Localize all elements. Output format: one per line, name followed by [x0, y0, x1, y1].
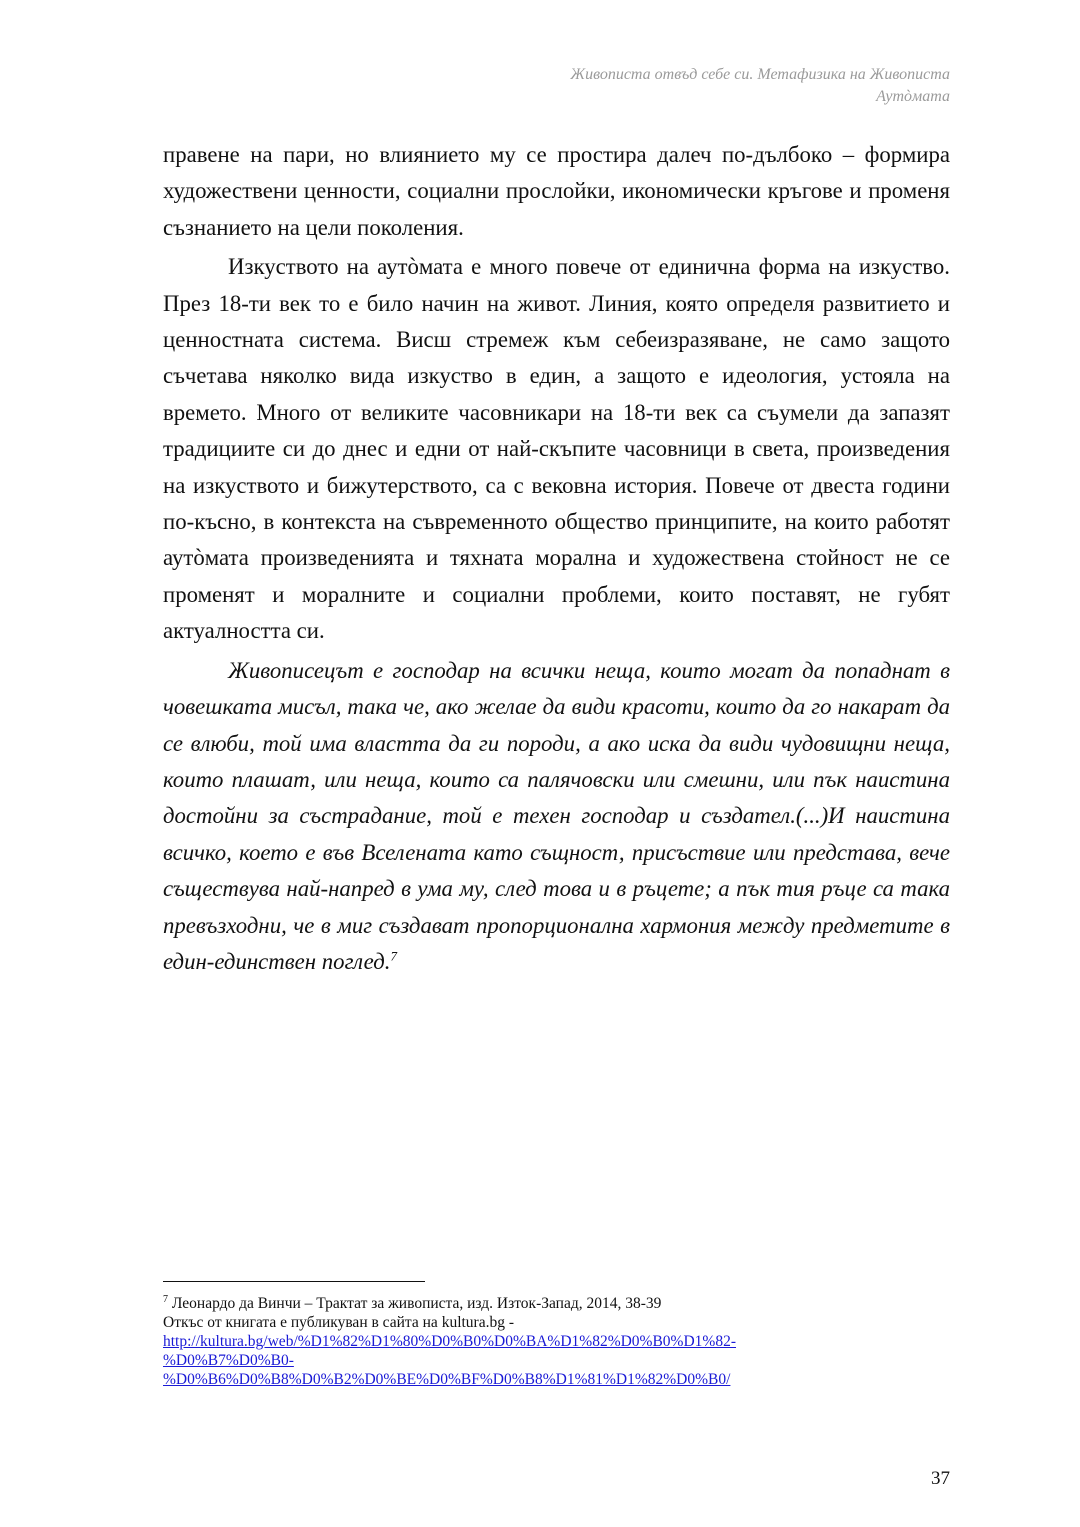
paragraph-continued: правене на пари, но влиянието му се простира далеч по-дълбоко – формира художествени ценности, социални прослойки, икономически кръгове и променя съзнанието на цели поколения.	[163, 142, 950, 240]
footnote-citation	[163, 1294, 950, 1313]
footnote-link-line-2[interactable]: %D0%B7%D0%B0-	[163, 1352, 294, 1369]
footnote-link-line-1[interactable]: http://kultura.bg/web/%D1%82%D1%80%D0%B0%D0%BA%D1%82%D0%B0%D1%82-	[163, 1333, 736, 1350]
footnote-reference[interactable]: 7	[390, 948, 397, 964]
main-text	[163, 137, 950, 980]
quote-paragraph	[163, 653, 950, 981]
footnote-marker: 7	[163, 1293, 168, 1305]
running-header	[250, 64, 950, 108]
footnote-separator	[163, 1281, 425, 1282]
footnote-citation-text: Леонардо да Винчи – Трактат за живописта, изд. Изток-Запад, 2014, 38-39	[168, 1295, 662, 1312]
running-header-title: Живописта отвъд себе си. Метафизика на Живописта	[570, 66, 950, 83]
paragraph-automata: Изкуството на аутòмата е много повече от единична форма на изкуство. През 18-ти век то е било начин на живот. Линия, която определя развитието и ценностната система. Висш стремеж към себеизразяване, не само защото съчетава няколко вида изкуство в един, а защото е идеология, устояла на времето. Много от великите часовникари на 18-ти век са съумели да запазят традициите си до днес и едни от най-скъпите часовници в света, произведения на изкуството и бижутерството, са с вековна история. Повече от двеста години по-късно, в контекста на съвременното общество принципите, на които работят аутòмата произведенията и тяхната морална и художествена стойност не се променят и моралните и социални проблеми, които поставят, не губят актуалността си.	[163, 254, 950, 644]
quote-text: Живописецът е господар на всички неща, които могат да попаднат в човешката мисъл, така че, ако желае да види красоти, които да го накарат да се влюби, той има властта да ги породи, а ако иска да види чудовищни неща, които плашат, или неща, които са палячовски или смешни, или пък наистина достойни за състрадание, той е техен господар и създател.(...)И наистина всичко, което е във Вселената като същност, присъствие или представа, вече съществува най-напред в ума му, след това и в ръцете; а пък тия ръце са така превъзходни, че в миг създават пропорционална хармония между предметите в един-единствен поглед.	[163, 657, 950, 974]
footnote-link-line-3[interactable]: %D0%B6%D0%B8%D0%B2%D0%BE%D0%BF%D0%B8%D1%81%D1%82%D0%B0/	[163, 1371, 731, 1388]
footnote-excerpt-note: Откъс от книгата е публикуван в сайта на kultura.bg -	[163, 1314, 515, 1331]
footnotes	[163, 1294, 950, 1389]
page-number: 37	[931, 1468, 950, 1489]
running-header-subtitle: Аутòмата	[876, 88, 950, 105]
